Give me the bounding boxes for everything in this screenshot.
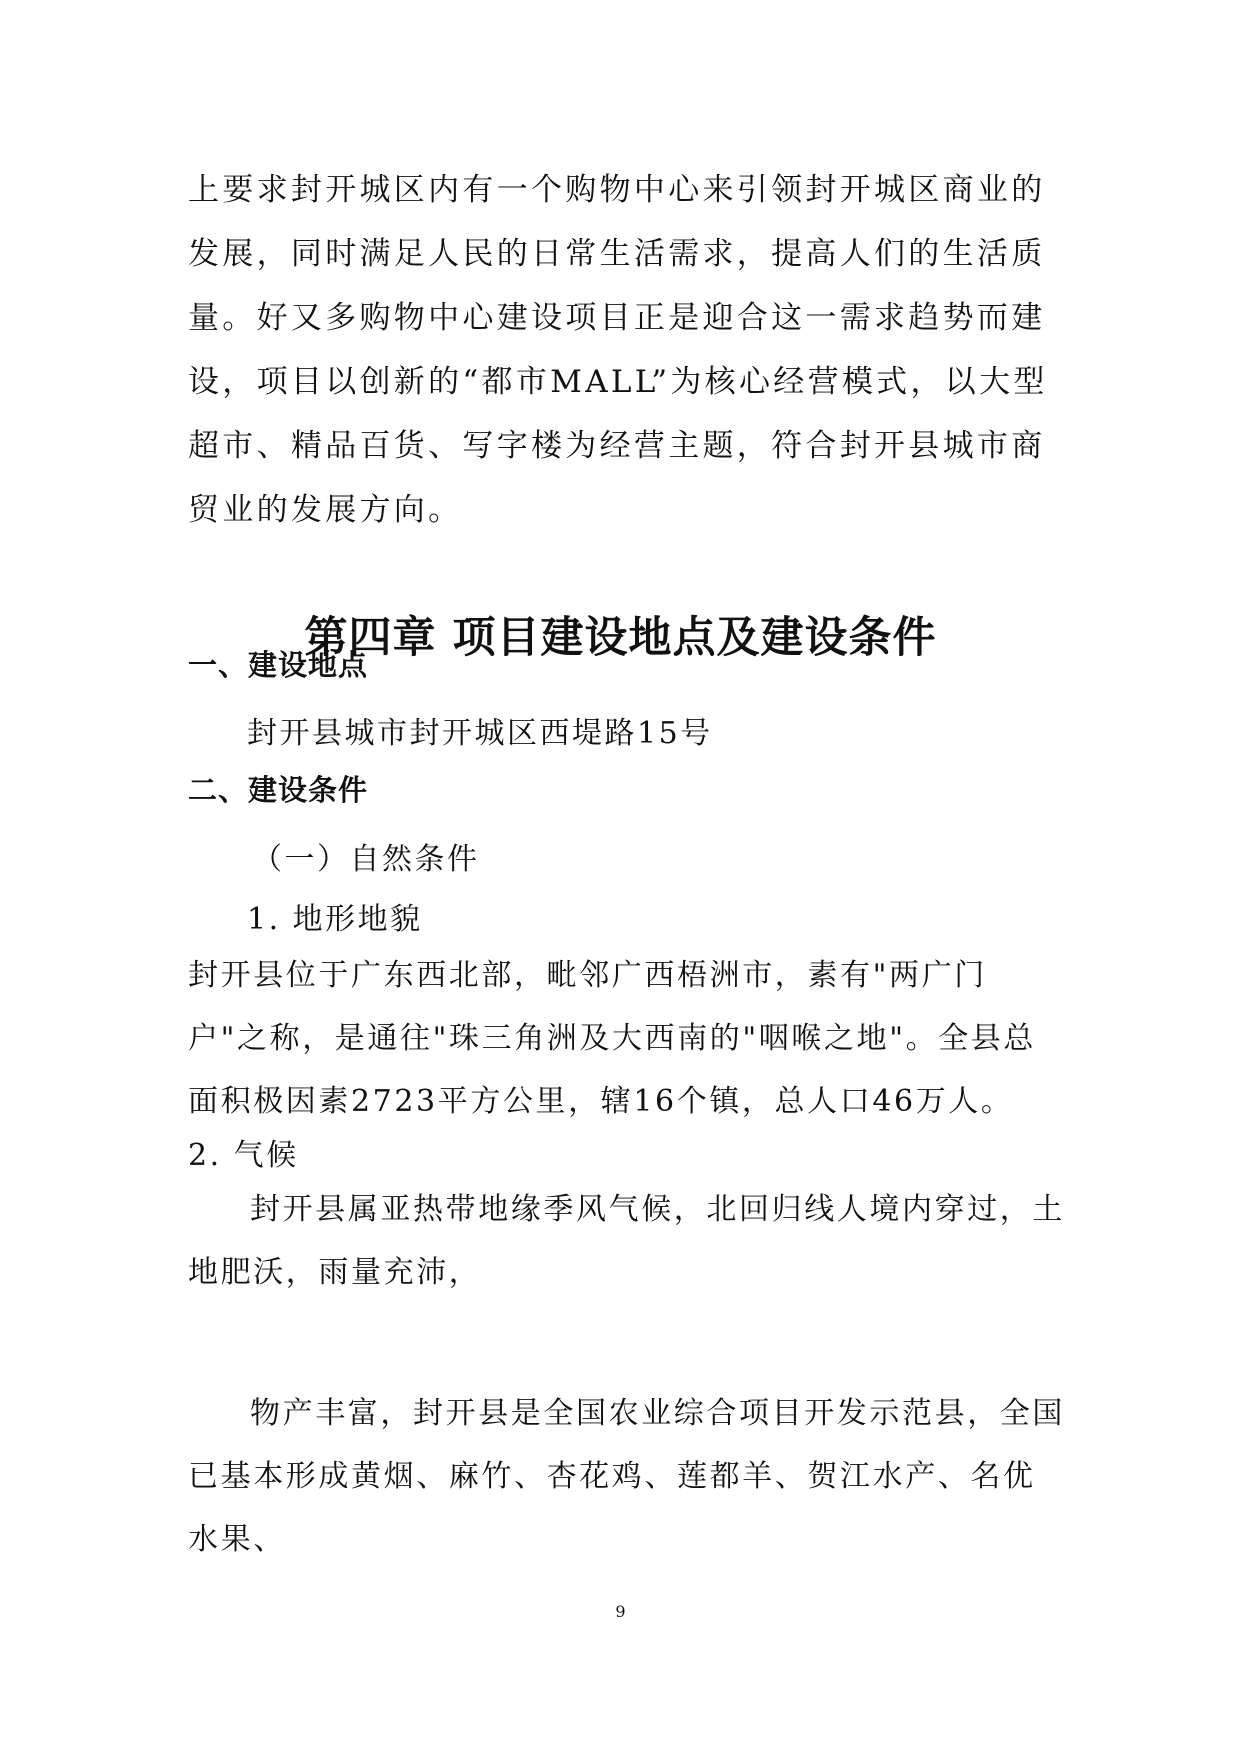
- chapter-title: 第四章 项目建设地点及建设条件: [304, 613, 937, 663]
- item-climate-title: 2. 气候: [188, 1138, 299, 1173]
- item-terrain-title: 1. 地形地貌: [247, 902, 423, 937]
- page-number: 9: [615, 1602, 626, 1621]
- section-heading-location: 一、建设地点: [188, 648, 369, 682]
- climate-paragraph: 封开县属亚热带地缘季风气候，北回归线人境内穿过，土地肥沃，雨量充沛，: [188, 1192, 1065, 1290]
- terrain-paragraph: 封开县位于广东西北部，毗邻广西梧洲市，素有"两广门户"之称，是通往"珠三角洲及大西南的"咽喉之地"。全县总面积极因素2723平方公里，辖16个镇，总人口46万人。: [188, 958, 1036, 1119]
- project-address: 封开县城市封开城区西堤路15号: [247, 716, 713, 751]
- section-heading-conditions: 二、建设条件: [188, 773, 369, 807]
- intro-paragraph: 上要求封开城区内有一个购物中心来引领封开城区商业的发展，同时满足人民的日常生活需求，提高人们的生活质量。好又多购物中心建设项目正是迎合这一需求趋势而建设，项目以创新的“都市MALL”为核心经营模式，以大型超市、精品百货、写字楼为经营主题，符合封开县城市商贸业的发展方向。: [188, 172, 1048, 528]
- subsection-natural-conditions: （一）自然条件: [252, 842, 480, 877]
- produce-paragraph: 物产丰富，封开县是全国农业综合项目开发示范县，全国已基本形成黄烟、麻竹、杏花鸡、莲都羊、贺江水产、名优水果、: [188, 1396, 1065, 1557]
